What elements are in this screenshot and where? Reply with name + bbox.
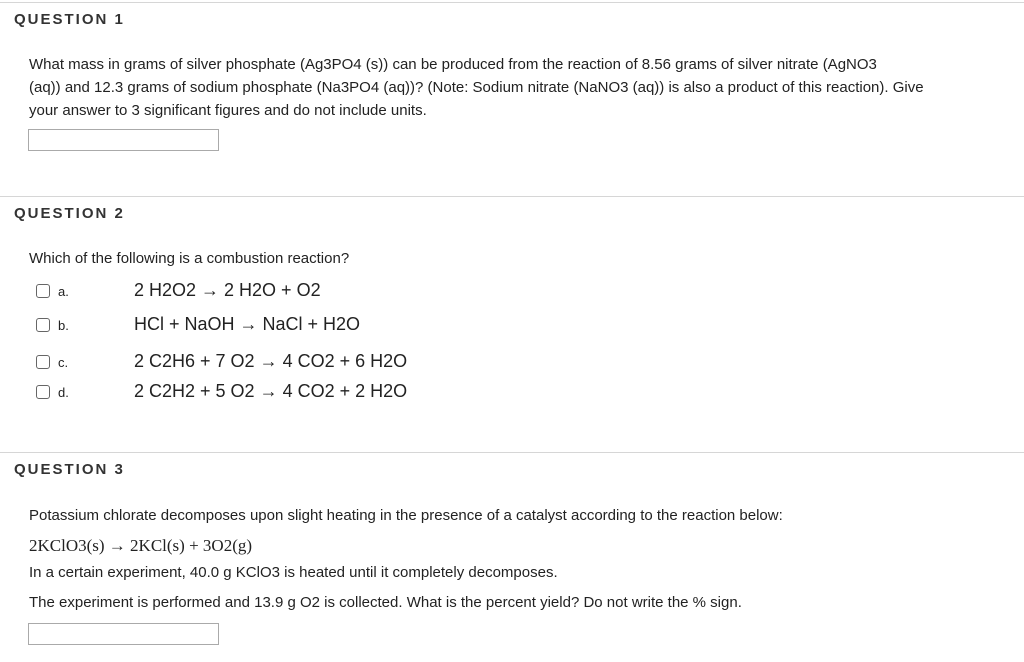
question-1-title: QUESTION 1 — [14, 11, 125, 28]
question-1-line-2: (aq)) and 12.3 grams of sodium phosphate (Na3PO4 (aq))? (Note: Sodium nitrate (NaNO3 (aq)) is also a product of this reaction). Give — [29, 79, 924, 96]
option-a[interactable] — [36, 282, 536, 302]
option-d-letter: d. — [58, 385, 69, 400]
question-3-equation: 2KClO3(s) → 2KCl(s) + 3O2(g) — [29, 536, 253, 555]
option-b[interactable] — [36, 316, 536, 336]
option-c[interactable] — [36, 353, 536, 373]
question-3-divider — [0, 452, 1024, 453]
question-1-line-1: What mass in grams of silver phosphate (Ag3PO4 (s)) can be produced from the reaction of 8.56 grams of silver nitrate (AgNO3 — [29, 56, 877, 73]
question-2-prompt: Which of the following is a combustion reaction? — [29, 250, 350, 267]
option-c-letter: c. — [58, 355, 69, 370]
question-1-text — [29, 53, 924, 122]
question-2-divider — [0, 196, 1024, 197]
question-2-title: QUESTION 2 — [14, 205, 125, 222]
option-d-text: 2 C2H2 + 5 O2 → 4 CO2 + 2 H2O — [134, 381, 408, 401]
question-3-line-2: In a certain experiment, 40.0 g KClO3 is heated until it completely decomposes. — [29, 564, 558, 581]
question-1-divider — [0, 2, 1024, 3]
question-3-line-1: Potassium chlorate decomposes upon slight heating in the presence of a catalyst according to the reaction below: — [29, 507, 783, 524]
option-a-text: 2 H2O2 → 2 H2O + O2 — [134, 280, 321, 300]
option-c-checkbox[interactable] — [36, 355, 50, 369]
question-3-line-3: The experiment is performed and 13.9 g O2 is collected. What is the percent yield? Do not write the % sign. — [29, 594, 742, 611]
option-c-text: 2 C2H6 + 7 O2 → 4 CO2 + 6 H2O — [134, 351, 408, 371]
option-d[interactable] — [36, 383, 536, 403]
question-1-line-3: your answer to 3 significant figures and do not include units. — [29, 102, 427, 119]
option-a-letter: a. — [58, 284, 69, 299]
question-1-answer-input[interactable] — [28, 129, 219, 151]
option-b-letter: b. — [58, 318, 69, 333]
option-b-text: HCl + NaOH → NaCl + H2O — [134, 314, 361, 334]
option-a-checkbox[interactable] — [36, 284, 50, 298]
question-3-answer-input[interactable] — [28, 623, 219, 645]
question-3-title: QUESTION 3 — [14, 461, 125, 478]
option-b-checkbox[interactable] — [36, 318, 50, 332]
option-d-checkbox[interactable] — [36, 385, 50, 399]
